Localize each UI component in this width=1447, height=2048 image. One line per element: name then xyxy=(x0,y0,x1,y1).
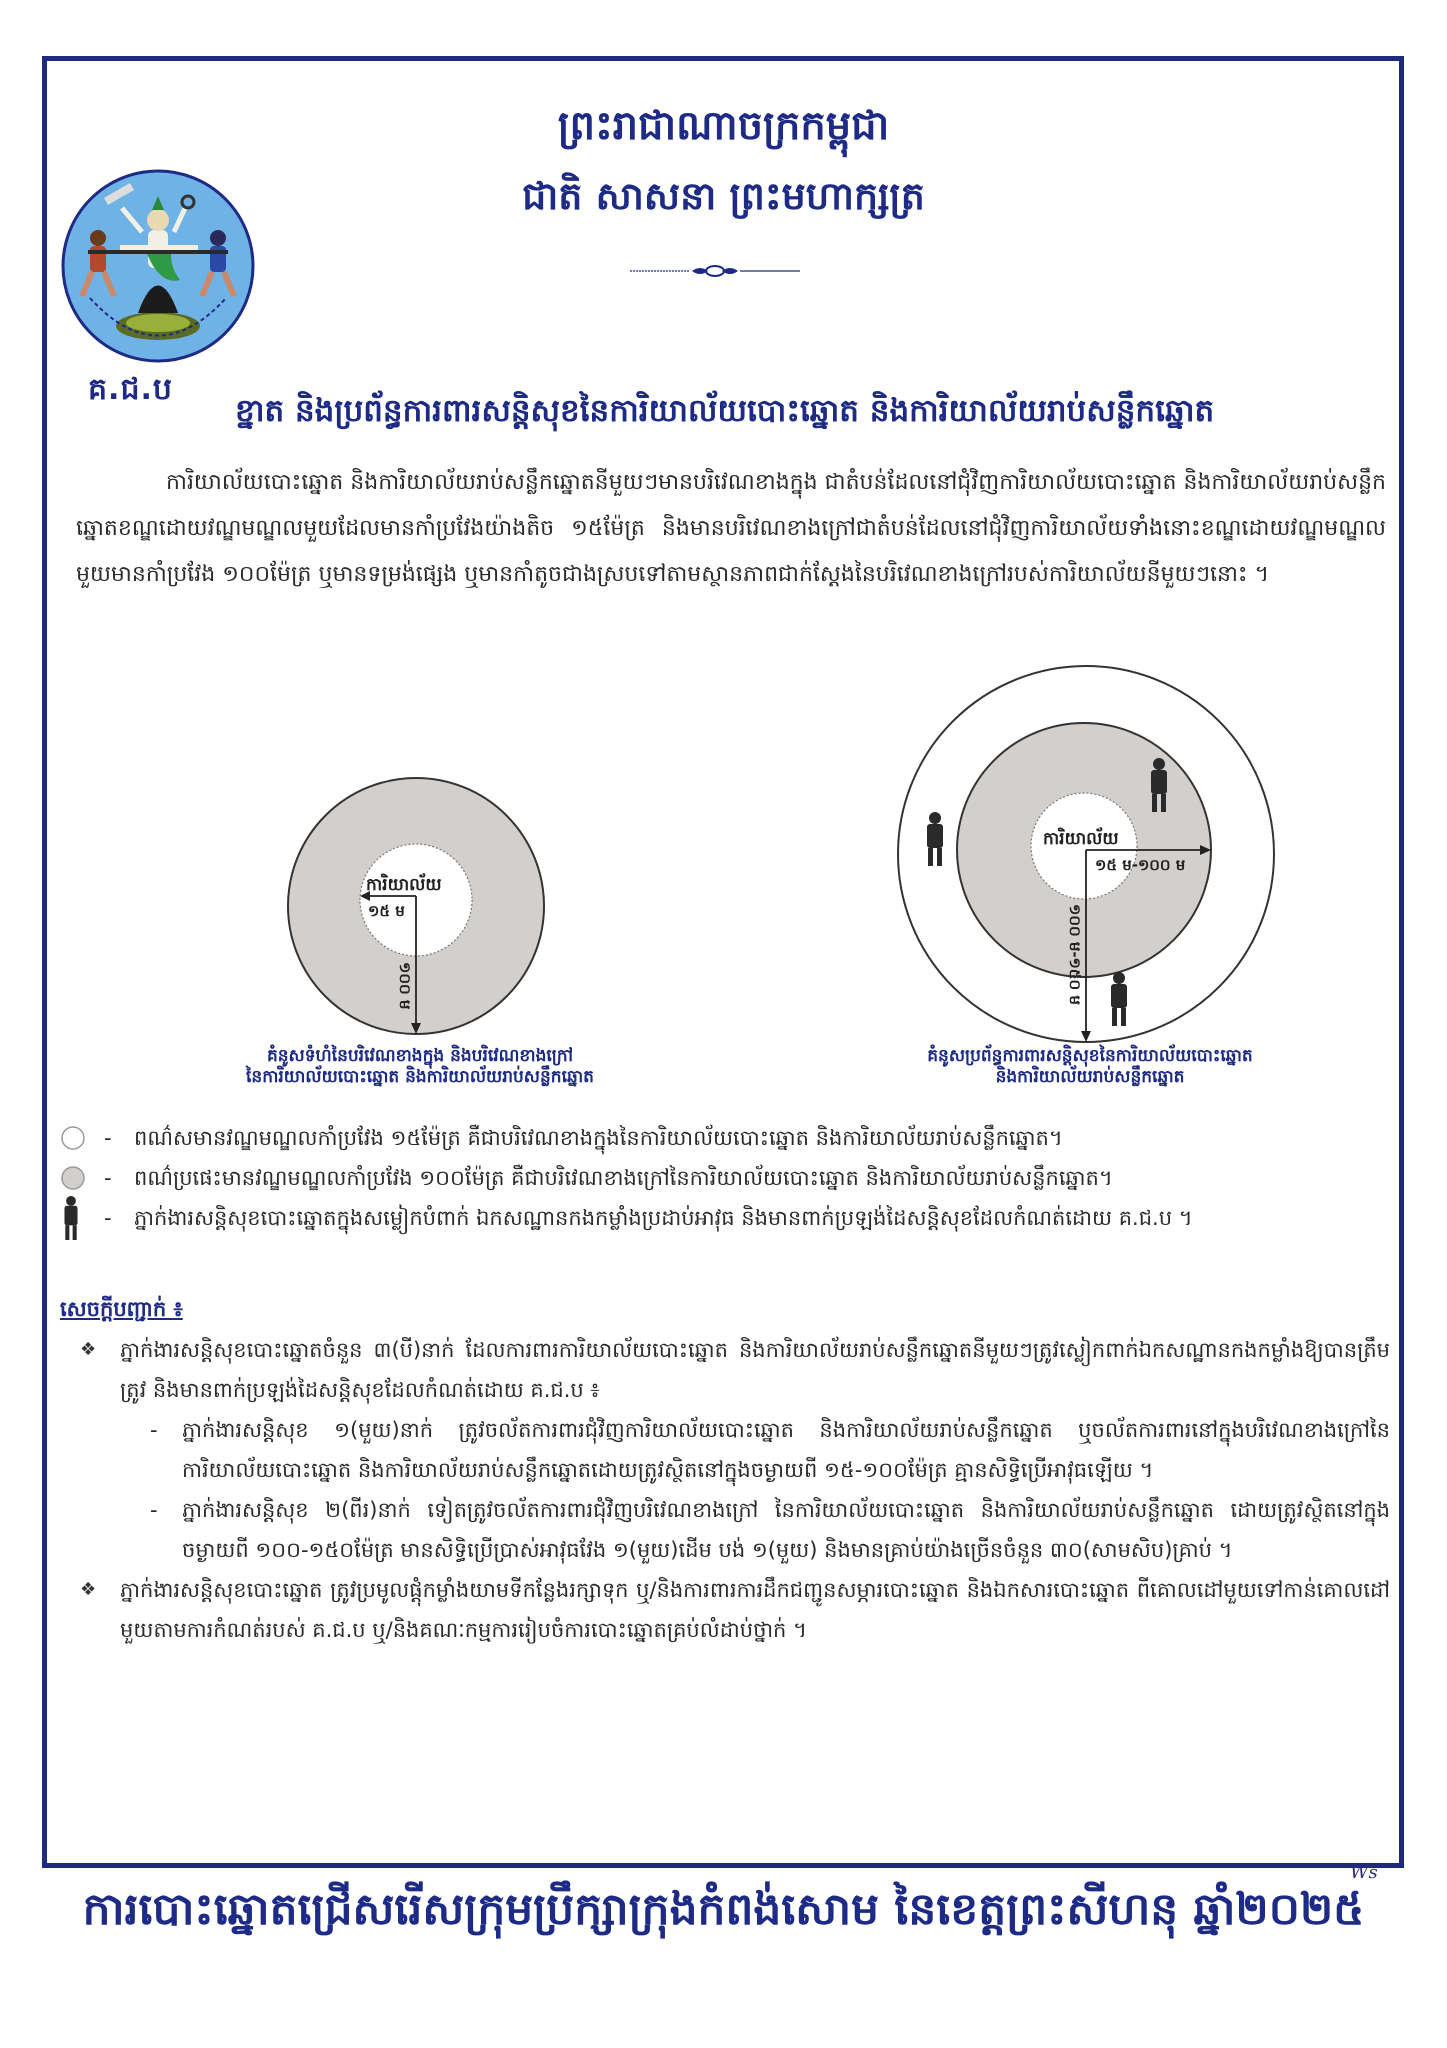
footer-title: ការបោះឆ្នោតជ្រើសរើសក្រុមប្រឹក្សាក្រុងកំពង់សោម នៃខេត្តព្រះសីហនុ ឆ្នាំ២០២៥ xyxy=(82,1884,1365,1935)
right-center-label: ការិយាល័យ xyxy=(1043,829,1119,849)
left-outer-radius-label: ១០០ ម xyxy=(396,962,414,1010)
kingdom-title: ព្រះរាជាណាចក្រកម្ពុជា xyxy=(557,103,890,149)
notes-list xyxy=(80,1330,1390,1650)
diagram-perimeter-sizes xyxy=(276,766,556,1046)
left-caption-line2: នៃការិយាល័យបោះឆ្នោត និងការិយាល័យរាប់សន្លឹកឆ្នោត xyxy=(246,1067,594,1087)
note-item xyxy=(80,1570,1390,1650)
legend-text: ពណ៌ប្រផេះមានវណ្ឌមណ្ឌលកាំប្រវែង ១០០ម៉ែត្រ គឺជាបរិវេណខាងក្រៅនៃការិយាល័យបោះឆ្នោត និងការិយាល័យរាប់សន្លឹកឆ្នោត។ xyxy=(134,1166,1113,1190)
white-circle-icon xyxy=(60,1118,104,1158)
left-inner-radius-label: ១៥ ម xyxy=(368,902,405,920)
note-subitem xyxy=(150,1490,1390,1570)
org-code: គ.ជ.ប xyxy=(88,372,173,407)
note-subitem xyxy=(150,1410,1390,1490)
intro-paragraph: ការិយាល័យបោះឆ្នោត និងការិយាល័យរាប់សន្លឹកឆ្នោតនីមួយៗមានបរិវេណខាងក្នុង ជាតំបន់ដែលនៅជុំវិញការិយាល័យបោះឆ្នោត និងការិយាល័យរាប់សន្លឹកឆ្នោតខណ្ឌដោយវណ្ឌមណ្ឌលមួយដែលមានកាំប្រវែងយ៉ាងតិច ១៥ម៉ែត្រ និងមានបរិវេណខាងក្រៅជាតំបន់ដែលនៅជុំវិញការិយាល័យទាំងនោះខណ្ឌដោយវណ្ឌមណ្ឌលមួយមានកាំប្រវែង ១០០ម៉ែត្រ ឬមានទម្រង់ផ្សេង ឬមានកាំតូចជាងស្របទៅតាមស្ថានភាពជាក់ស្តែងនៃបរិវេណខាងក្រៅរបស់ការិយាល័យនីមួយៗនោះ ។ xyxy=(76,470,1386,587)
legend-item-outer-area xyxy=(60,1158,1390,1198)
right-caption-line1: គំនូសប្រព័ន្ធការពារសន្តិសុខនៃការិយាល័យបោះឆ្នោត xyxy=(927,1046,1253,1066)
right-caption-line2: និងការិយាល័យរាប់សន្លឹកឆ្នោត xyxy=(995,1067,1185,1087)
note-subitem-text: ភ្នាក់ងារសន្តិសុខ ២(ពីរ)នាក់ ទៀតត្រូវចល័តការពារជុំវិញបរិវេណខាងក្រៅ នៃការិយាល័យបោះឆ្នោត និងការិយាល័យរាប់សន្លឹកឆ្នោត ដោយត្រូវស្ថិតនៅក្នុងចម្ងាយពី ១០០-១៥០ម៉ែត្រ មានសិទ្ធិប្រើប្រាស់អាវុធវែង ១(មួយ)ដើម បង់ ១(មួយ) និងមានគ្រាប់យ៉ាងច្រើនចំនួន ៣០(សាមសិប)គ្រាប់ ។ xyxy=(182,1498,1390,1562)
legend-item-guard xyxy=(60,1198,1390,1238)
diagram-security-system xyxy=(893,662,1283,1052)
legend-dash: - xyxy=(104,1166,112,1190)
document-title: ខ្នាត និងប្រព័ន្ធការពារសន្តិសុខនៃការិយាល័យបោះឆ្នោត និងការិយាល័យរាប់សន្លឹកឆ្នោត xyxy=(235,393,1215,429)
left-caption-line1: គំនូសទំហំនៃបរិវេណខាងក្នុង និងបរិវេណខាងក្រៅ xyxy=(266,1046,574,1066)
decorative-divider-icon xyxy=(630,262,800,274)
national-motto: ជាតិ សាសនា ព្រះមហាក្សត្រ xyxy=(522,174,925,218)
security-guard-icon xyxy=(60,1198,104,1238)
legend-dash: - xyxy=(104,1126,112,1150)
note-text: ភ្នាក់ងារសន្តិសុខបោះឆ្នោតចំនួន ៣(បី)នាក់ ដែលការពារការិយាល័យបោះឆ្នោត និងការិយាល័យរាប់សន្លឹកឆ្នោតនីមួយៗត្រូវស្លៀកពាក់ឯកសណ្ឋានកងកម្លាំងឱ្យបានត្រឹមត្រូវ និងមានពាក់ប្រឡង់ដៃសន្តិសុខដែលកំណត់ដោយ គ.ជ.ប ៖ xyxy=(120,1338,1390,1402)
legend-text: ពណ៌សមានវណ្ឌមណ្ឌលកាំប្រវែង ១៥ម៉ែត្រ គឺជាបរិវេណខាងក្នុងនៃការិយាល័យបោះឆ្នោត និងការិយាល័យរាប់សន្លឹកឆ្នោត។ xyxy=(134,1126,1063,1150)
right-diagram-caption xyxy=(820,1046,1360,1088)
notes-heading: សេចក្តីបញ្ជាក់ ៖ xyxy=(60,1297,183,1321)
left-center-label: ការិយាល័យ xyxy=(366,875,442,895)
grey-circle-icon xyxy=(60,1158,104,1198)
legend-text: ភ្នាក់ងារសន្តិសុខបោះឆ្នោតក្នុងសម្លៀកបំពាក់ ឯកសណ្ឋានកងកម្លាំងប្រដាប់អាវុធ និងមានពាក់ប្រឡង់ដៃសន្តិសុខដែលកំណត់ដោយ គ.ជ.ប ។ xyxy=(134,1206,1193,1230)
legend-dash: - xyxy=(104,1206,112,1230)
note-text: ភ្នាក់ងារសន្តិសុខបោះឆ្នោត ត្រូវប្រមូលផ្តុំកម្លាំងយាមទីកន្លែងរក្សាទុក ឬ/និងការពារការដឹកជញ្ជូនសម្ភារបោះឆ្នោត និងឯកសារបោះឆ្នោត ពីគោលដៅមួយទៅកាន់គោលដៅមួយតាមការកំណត់របស់ គ.ជ.ប ឬ/និងគណៈកម្មការរៀបចំការបោះឆ្នោតគ្រប់លំដាប់ថ្នាក់ ។ xyxy=(120,1578,1390,1642)
legend-item-inner-area xyxy=(60,1118,1390,1158)
right-middle-radius-label: ១៥ ម-១០០ ម xyxy=(1095,856,1186,874)
diamond-bullet-icon: ❖ xyxy=(80,1339,97,1360)
note-subitem-text: ភ្នាក់ងារសន្តិសុខ ១(មួយ)នាក់ ត្រូវចល័តការពារជុំវិញការិយាល័យបោះឆ្នោត និងការិយាល័យរាប់សន្លឹកឆ្នោត ឬចល័តការពារនៅក្នុងបរិវេណខាងក្រៅនៃការិយាល័យបោះឆ្នោត និងការិយាល័យរាប់សន្លឹកឆ្នោតដោយត្រូវស្ថិតនៅក្នុងចម្ងាយពី ១៥-១០០ម៉ែត្រ គ្មានសិទ្ធិប្រើអាវុធឡើយ ។ xyxy=(182,1418,1390,1482)
left-diagram-caption xyxy=(170,1046,670,1088)
legend xyxy=(60,1118,1390,1238)
note-item xyxy=(80,1330,1390,1570)
signature-mark: Ws xyxy=(1350,1862,1378,1883)
diamond-bullet-icon: ❖ xyxy=(80,1579,97,1600)
right-outer-radius-label: ១០០ ម-១៥០ ម xyxy=(1066,904,1084,1005)
dash-bullet: - xyxy=(150,1418,158,1442)
dash-bullet: - xyxy=(150,1498,158,1522)
